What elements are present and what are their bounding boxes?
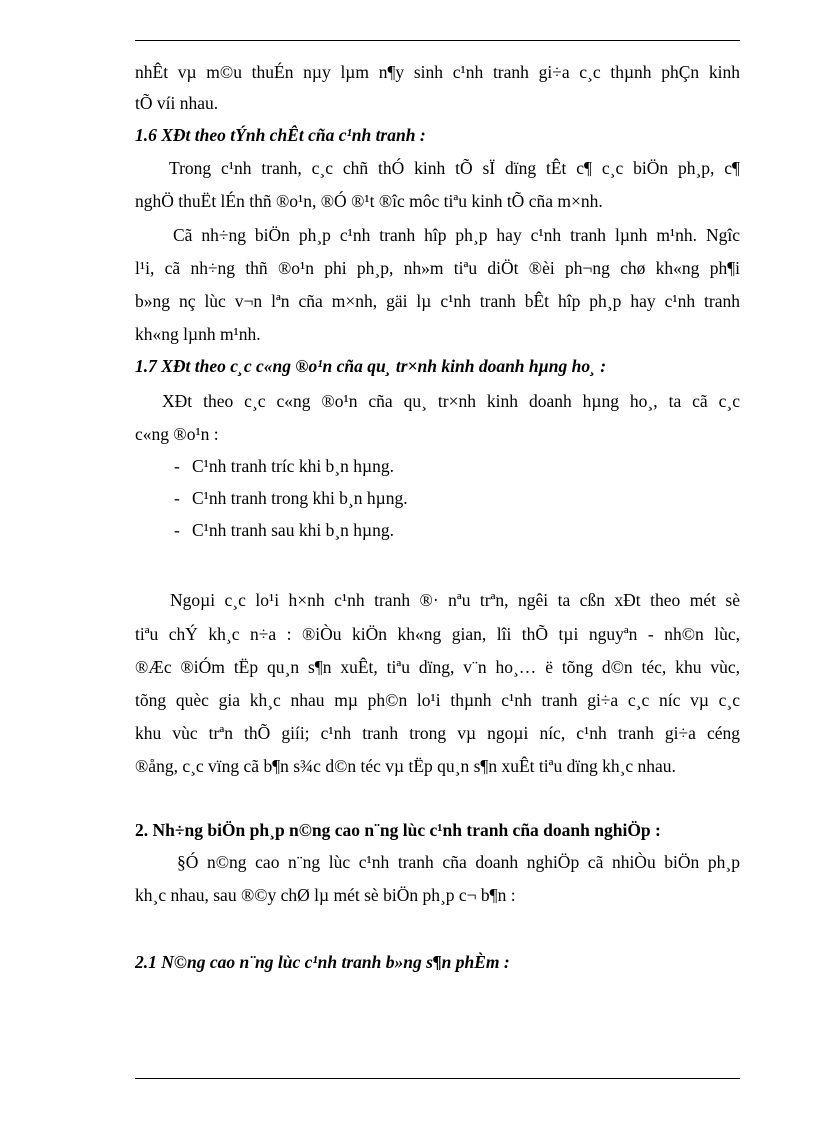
paragraph-line: ®Æc ®iÓm tËp qu¸n s¶n xuÊt, tiªu dïng, v¨n ho¸… ë tõng d©n téc, khu vùc, xyxy=(135,657,740,677)
paragraph-line: c«ng ®o¹n : xyxy=(135,424,219,444)
paragraph-line: ®ång, c¸c vïng cã b¶n s¾c d©n téc vµ tËp qu¸n s¶n xuÊt tiªu dïng kh¸c nhau. xyxy=(135,756,676,776)
section-heading-2: 2. Nh÷ng biÖn ph¸p n©ng cao n¨ng lùc c¹nh tranh cña doanh nghiÖp : xyxy=(135,820,661,840)
section-heading-1-6: 1.6 XÐt theo tÝnh chÊt cña c¹nh tranh : xyxy=(135,125,426,145)
paragraph-line: l¹i, cã nh÷ng thñ ®o¹n phi ph¸p, nh»m tiªu diÖt ®èi ph¬ng chø kh«ng ph¶i xyxy=(135,258,740,278)
paragraph-line: b»ng nç lùc v¬n lªn cña m×nh, gäi lµ c¹nh tranh bÊt hîp ph¸p hay c¹nh tranh xyxy=(135,291,740,311)
header-rule xyxy=(135,40,740,41)
paragraph-line: nhÊt vµ m©u thuÉn nµy lµm n¶y sinh c¹nh tranh gi÷a c¸c thµnh phÇn kinh xyxy=(135,62,740,82)
paragraph-line: nghÖ thuËt lÉn thñ ®o¹n, ®Ó ®¹t ®îc môc tiªu kinh tÕ cña m×nh. xyxy=(135,191,603,211)
bullet-item: C¹nh tranh tríc khi b¸n hµng. xyxy=(192,456,394,476)
footer-rule xyxy=(135,1078,740,1079)
paragraph-line: tõng quèc gia kh¸c nhau mµ ph©n lo¹i thµnh c¹nh tranh gi÷a c¸c níc vµ c¸c xyxy=(135,690,740,710)
section-heading-1-7: 1.7 XÐt theo c¸c c«ng ®o¹n cña qu¸ tr×nh kinh doanh hµng ho¸ : xyxy=(135,356,607,376)
bullet-marker: - xyxy=(174,520,180,540)
paragraph-line: tÕ víi nhau. xyxy=(135,93,219,113)
bullet-item: C¹nh tranh sau khi b¸n hµng. xyxy=(192,520,394,540)
bullet-marker: - xyxy=(174,456,180,476)
paragraph-line: kh¸c nhau, sau ®©y chØ lµ mét sè biÖn ph¸p c¬ b¶n : xyxy=(135,885,516,905)
bullet-marker: - xyxy=(174,488,180,508)
paragraph-line: Trong c¹nh tranh, c¸c chñ thÓ kinh tÕ sÏ dïng tÊt c¶ c¸c biÖn ph¸p, c¶ xyxy=(169,158,740,178)
bullet-item: C¹nh tranh trong khi b¸n hµng. xyxy=(192,488,408,508)
paragraph-line: §Ó n©ng cao n¨ng lùc c¹nh tranh cña doanh nghiÖp cã nhiÒu biÖn ph¸p xyxy=(177,852,740,872)
section-heading-2-1: 2.1 N©ng cao n¨ng lùc c¹nh tranh b»ng s¶n phÈm : xyxy=(135,952,510,972)
paragraph-line: Cã nh÷ng biÖn ph¸p c¹nh tranh hîp ph¸p hay c¹nh tranh lµnh m¹nh. Ngîc xyxy=(173,225,740,245)
paragraph-line: tiªu chÝ kh¸c n÷a : ®iÒu kiÖn kh«ng gian, lîi thÕ tµi nguyªn - nh©n lùc, xyxy=(135,624,740,644)
paragraph-line: Ngoµi c¸c lo¹i h×nh c¹nh tranh ®· nªu trªn, ngêi ta cßn xÐt theo mét sè xyxy=(170,590,740,610)
paragraph-line: kh«ng lµnh m¹nh. xyxy=(135,324,261,344)
paragraph-line: khu vùc trªn thÕ giíi; c¹nh tranh trong vµ ngoµi níc, c¹nh tranh gi÷a céng xyxy=(135,723,740,743)
paragraph-line: XÐt theo c¸c c«ng ®o¹n cña qu¸ tr×nh kinh doanh hµng ho¸, ta cã c¸c xyxy=(162,391,740,411)
